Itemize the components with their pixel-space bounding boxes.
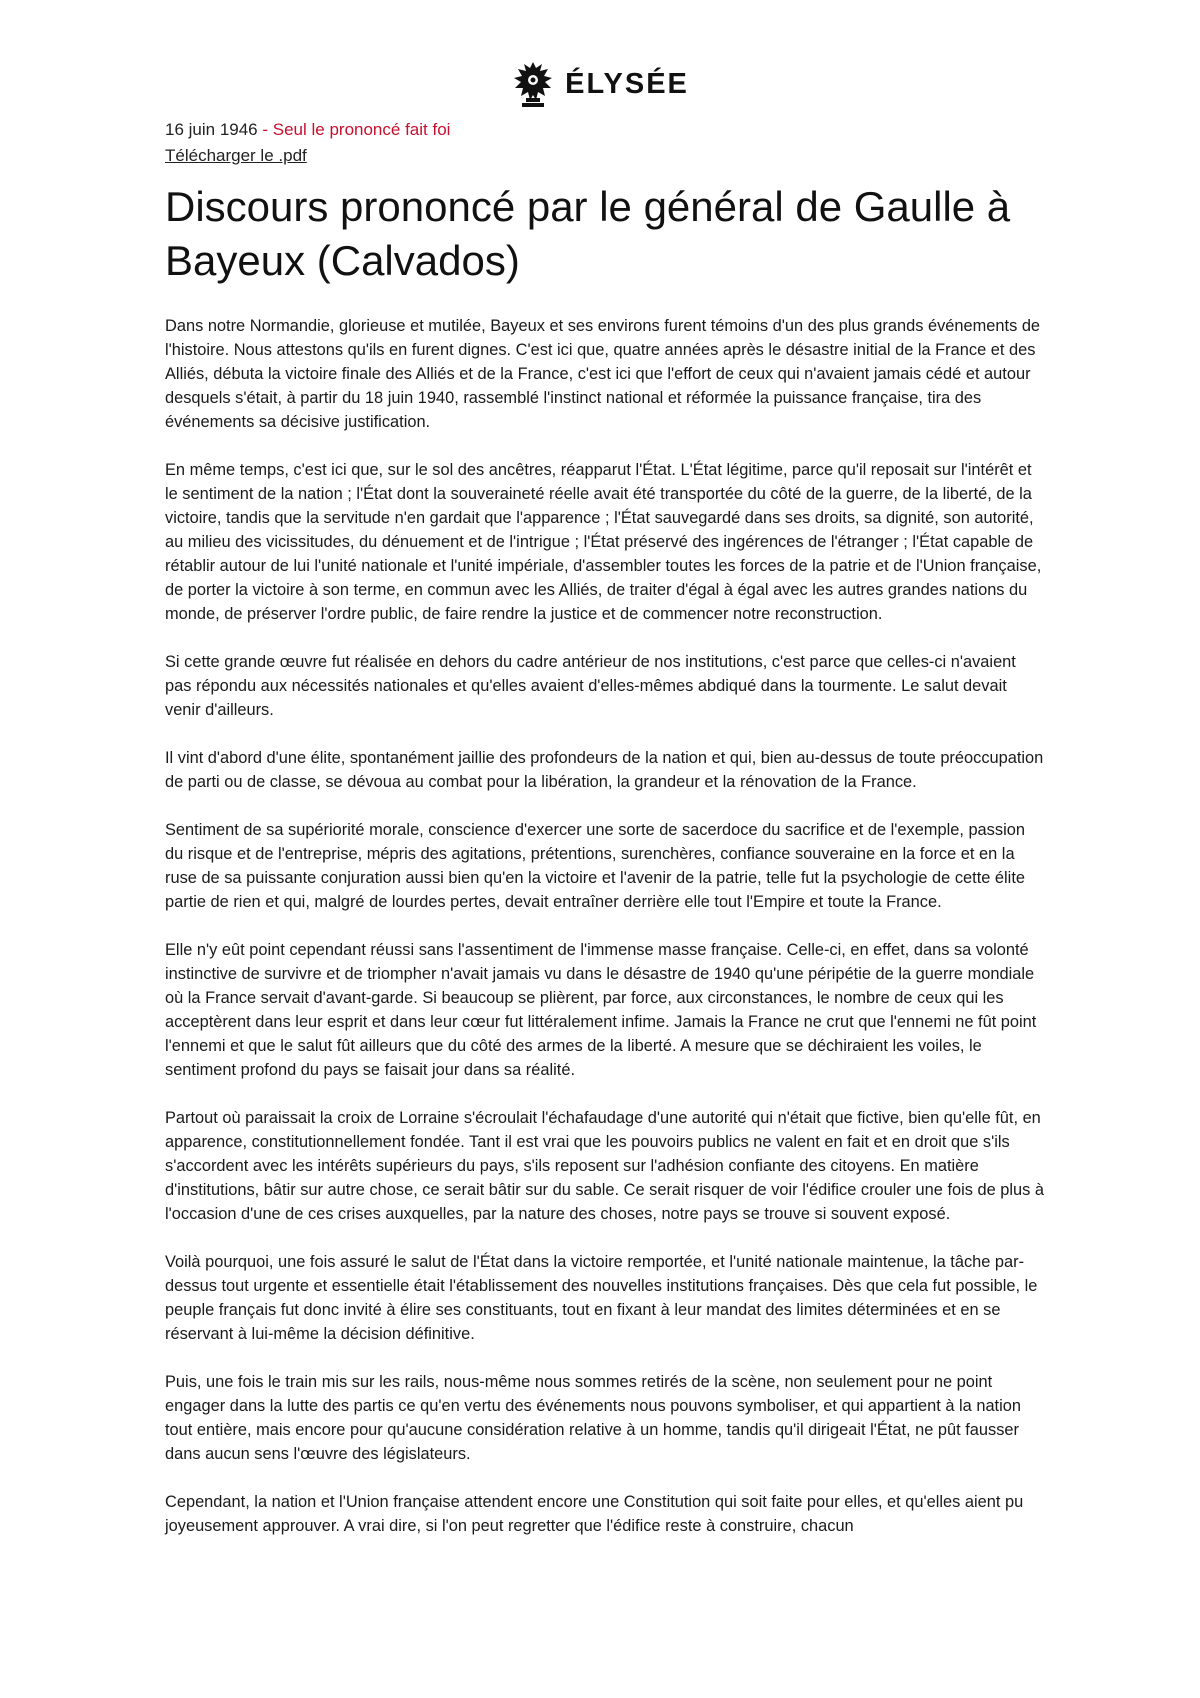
body-paragraph: Puis, une fois le train mis sur les rails, nous-même nous sommes retirés de la scène, non seulement pour ne point engager dans la lutte des partis ce qu'en vertu des événements nous pouvons symboliser, et qui appartient à la nation tout entière, mais encore pour qu'aucune considération relative à un homme, tandis qu'il dirigeait l'État, ne pût fausser dans aucun sens l'œuvre des législateurs. [165, 1373, 1021, 1463]
body-paragraph: Si cette grande œuvre fut réalisée en dehors du cadre antérieur de nos institutions, c'est parce que celles-ci n'avaient pas répondu aux nécessités nationales et qu'elles avaient d'elles-mêmes abdiqué dans la tourmente. Le salut devait venir d'ailleurs. [165, 653, 1016, 719]
delivery-notice: Seul le prononcé fait foi [272, 120, 451, 139]
elysee-logo-text[interactable]: ÉLYSÉE [565, 67, 689, 100]
site-header [0, 60, 1200, 108]
body-paragraph: Sentiment de sa supériorité morale, conscience d'exercer une sorte de sacerdoce du sacrifice et de l'exemple, passion du risque et de l'entreprise, mépris des agitations, prétentions, surenchères, confiance souveraine en la force et en la ruse de sa puissante conjuration aussi bien qu'en la victoire et l'avenir de la patrie, telle fut la psychologie de cette élite partie de rien et qui, malgré de lourdes pertes, devait entraîner derrière elle tout l'Empire et toute la France. [165, 821, 1025, 911]
download-pdf-link[interactable]: Télécharger le .pdf [165, 146, 307, 165]
page-title: Discours prononcé par le général de Gaulle à Bayeux (Calvados) [165, 183, 1011, 284]
body-paragraph: En même temps, c'est ici que, sur le sol des ancêtres, réapparut l'État. L'État légitime, parce qu'il reposait sur l'intérêt et le sentiment de la nation ; l'État dont la souveraineté réelle avait été transportée du côté de la guerre, de la liberté, de la victoire, tandis que la servitude n'en gardait que l'apparence ; l'État sauvegardé dans ses droits, sa dignité, son autorité, au milieu des vicissitudes, du dénuement et de l'intrigue ; l'État préservé des ingérences de l'étranger ; l'État capable de rétablir autour de lui l'unité nationale et l'unité impériale, d'assembler toutes les forces de la patrie et de l'Union française, de porter la victoire à son terme, en commun avec les Alliés, de traiter d'égal à égal avec les autres grandes nations du monde, de préserver l'ordre public, de faire rendre la justice et de commencer notre reconstruction. [165, 461, 1042, 623]
body-paragraph: Elle n'y eût point cependant réussi sans l'assentiment de l'immense masse française. Celle-ci, en effet, dans sa volonté instinctive de survivre et de triompher n'avait jamais vu dans le désastre de 1940 qu'une péripétie de la guerre mondiale où la France servait d'avant-garde. Si beaucoup se plièrent, par force, aux circonstances, le nombre de ceux qui les acceptèrent dans leur esprit et dans leur cœur fut littéralement infime. Jamais la France ne crut que l'ennemi ne fût point l'ennemi et que le salut fût ailleurs que du côté des armes de la liberté. A mesure que se déchiraient les voiles, le sentiment profond du pays se faisait jour dans sa réalité. [165, 941, 1037, 1079]
body-paragraph: Partout où paraissait la croix de Lorraine s'écroulait l'échafaudage d'une autorité qui n'était que fictive, bien qu'elle fût, en apparence, constitutionnellement fondée. Tant il est vrai que les pouvoirs publics ne valent en fait et en droit que s'ils s'accordent avec les intérêts supérieurs du pays, s'ils reposent sur l'adhésion confiante des citoyens. En matière d'institutions, bâtir sur autre chose, ce serait bâtir sur du sable. Ce serait risquer de voir l'édifice crouler une fois de plus à l'occasion d'une de ces crises auxquelles, par la nature des choses, notre pays se trouve si souvent exposé. [165, 1109, 1045, 1223]
elysee-emblem-icon [511, 60, 555, 108]
article-meta [165, 118, 1045, 142]
article-body [165, 314, 1045, 1538]
body-paragraph: Dans notre Normandie, glorieuse et mutilée, Bayeux et ses environs furent témoins d'un des plus grands événements de l'histoire. Nous attestons qu'ils en furent dignes. C'est ici que, quatre années après le désastre initial de la France et des Alliés, débuta la victoire finale des Alliés et de la France, c'est ici que l'effort de ceux qui n'avaient jamais cédé et autour desquels s'était, à partir du 18 juin 1940, rassemblé l'instinct national et réformée la puissance française, tira des événements sa décisive justification. [165, 317, 1041, 431]
publication-date: 16 juin 1946 [165, 120, 258, 139]
body-paragraph: Il vint d'abord d'une élite, spontanément jaillie des profondeurs de la nation et qui, bien au-dessus de toute préoccupation de parti ou de classe, se dévoua au combat pour la libération, la grandeur et la rénovation de la France. [165, 749, 1044, 791]
body-paragraph: Voilà pourquoi, une fois assuré le salut de l'État dans la victoire remportée, et l'unité nationale maintenue, la tâche par-dessus tout urgente et essentielle était l'établissement des nouvelles institutions françaises. Dès que cela fut possible, le peuple français fut donc invité à élire ses constituants, tout en fixant à leur mandat des limites déterminées et en se réservant à lui-même la décision définitive. [165, 1253, 1038, 1343]
delivery-notice-separator: - [257, 120, 273, 139]
article [165, 118, 1045, 1562]
body-paragraph: Cependant, la nation et l'Union française attendent encore une Constitution qui soit faite pour elles, et qu'elles aient pu joyeusement approuver. A vrai dire, si l'on peut regretter que l'édifice reste à construire, chacun [165, 1493, 1024, 1535]
